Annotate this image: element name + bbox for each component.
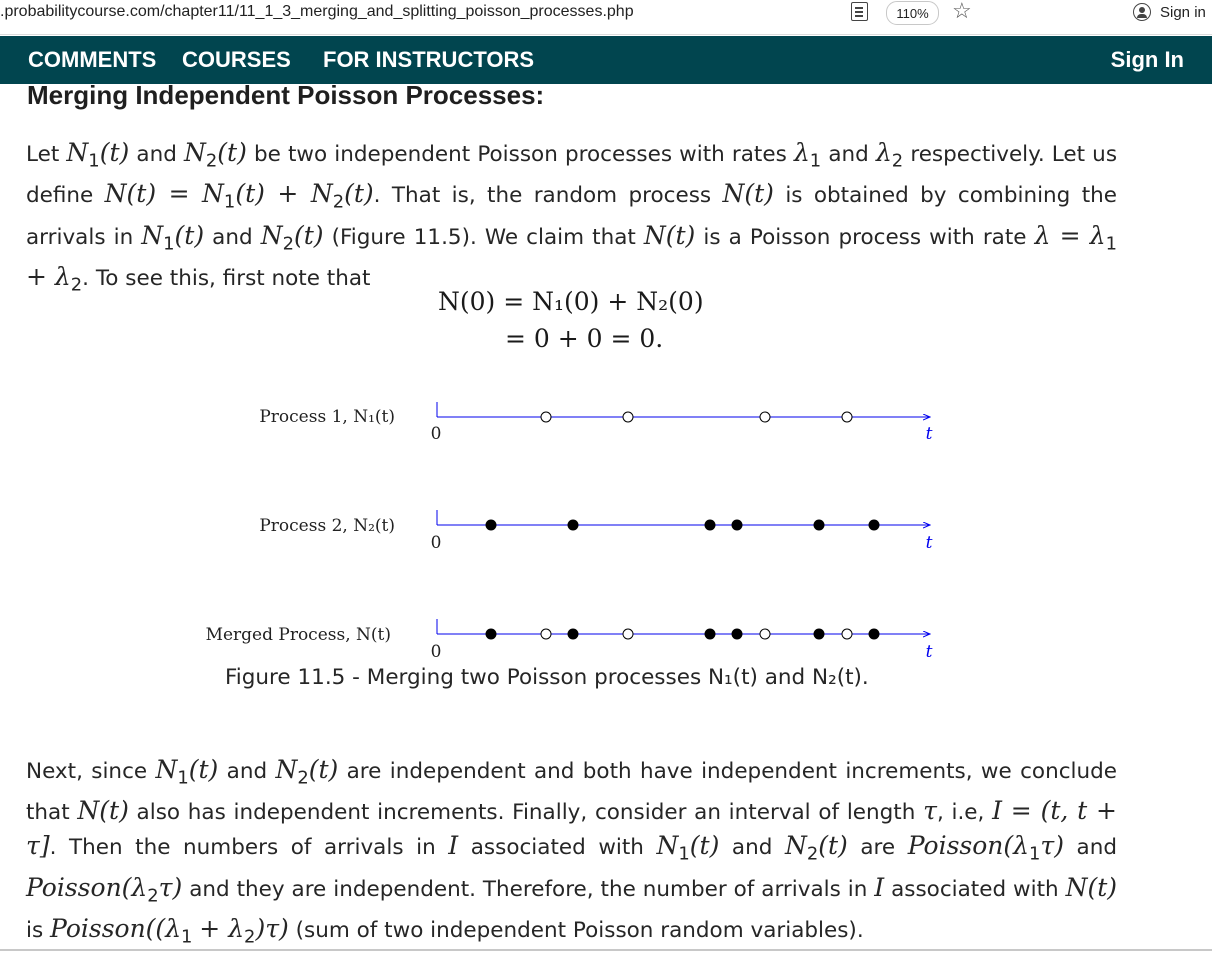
equation-line-1: N(0) = N₁(0) + N₂(0): [438, 287, 704, 316]
reader-view-icon[interactable]: [851, 2, 868, 21]
section-heading: Merging Independent Poisson Processes:: [27, 80, 545, 110]
t-label-process-2: t: [925, 533, 933, 553]
arrival-open-dot: [541, 412, 551, 422]
figure-merging-processes: [203, 400, 939, 663]
row-label-process-2: Process 2, N₂(t): [259, 516, 395, 536]
figure-svg: [203, 400, 939, 663]
arrival-filled-dot: [705, 629, 716, 640]
arrival-open-dot: [541, 629, 551, 639]
arrival-filled-dot: [486, 520, 497, 531]
arrival-open-dot: [623, 412, 633, 422]
bookmark-star-icon[interactable]: ☆: [952, 0, 972, 23]
t-label-process-1: t: [925, 424, 933, 444]
arrival-filled-dot: [732, 629, 743, 640]
arrival-filled-dot: [486, 629, 497, 640]
origin-label-merged: 0: [430, 642, 442, 662]
browser-signin-button[interactable]: [1133, 0, 1206, 24]
nav-courses[interactable]: COURSES: [182, 47, 291, 72]
paragraph-independent-increments: Next, since $N_1(t)$ and $N_2(t)$ are independent and both have independent increments, we conclude that N(t) also has independent increments. Finally, consider an interval of length τ, i.e, I = (t, t + τ]. Then the numbers of arrivals in I associated with $N_1(t)$ and $N_2(t)$ are $Poisson(\lambda_1\tau)$ and $Poisson(\lambda_2\tau)$ and they are independent. Therefore, the number of arrivals in I associated with N(t) is $Poisson((\lambda_1 + \lambda_2)\tau)$ (sum of two independent Poisson random variables).: [26, 755, 1118, 948]
nav-signin[interactable]: Sign In: [1110, 47, 1184, 72]
arrival-filled-dot: [869, 629, 880, 640]
zoom-level-badge[interactable]: 110%: [886, 1, 939, 25]
origin-label-process-1: 0: [430, 424, 442, 444]
arrival-open-dot: [842, 412, 852, 422]
url-text[interactable]: .probabilitycourse.com/chapter11/11_1_3_merging_and_splitting_poisson_processes.php: [0, 3, 634, 20]
nav-comments[interactable]: COMMENTS: [28, 47, 157, 72]
row-label-process-1: Process 1, N₁(t): [259, 407, 395, 427]
paragraph-merging-intro: Let $N_1(t)$ and $N_2(t)$ be two independent Poisson processes with rates $\lambda_1$ and $\lambda_2$ respectively. Let us define $N(t) = N_1(t) + N_2(t)$. That is, the random process N(t) is obtained by combining the arrivals in $N_1(t)$ and $N_2(t)$ (Figure 11.5). We claim that N(t) is a Poisson process with rate $\lambda = \lambda_1 + \lambda_2$. To see this, first note that: [26, 138, 1118, 296]
arrival-filled-dot: [814, 629, 825, 640]
site-navbar: [0, 36, 1212, 84]
arrival-open-dot: [760, 629, 770, 639]
arrival-open-dot: [623, 629, 633, 639]
arrival-filled-dot: [705, 520, 716, 531]
nav-for-instructors[interactable]: FOR INSTRUCTORS: [323, 47, 535, 72]
account-icon: [1133, 3, 1151, 21]
origin-label-process-2: 0: [430, 533, 442, 553]
arrival-open-dot: [760, 412, 770, 422]
arrival-filled-dot: [568, 520, 579, 531]
arrival-filled-dot: [814, 520, 825, 531]
figure-caption: Figure 11.5 - Merging two Poisson processes N₁(t) and N₂(t).: [225, 665, 869, 690]
browser-address-bar: [0, 0, 1212, 35]
row-label-merged: Merged Process, N(t): [205, 625, 391, 645]
equation-line-2: = 0 + 0 = 0.: [505, 324, 664, 353]
t-label-merged: t: [925, 642, 933, 662]
arrival-filled-dot: [869, 520, 880, 531]
arrival-filled-dot: [568, 629, 579, 640]
arrival-open-dot: [842, 629, 852, 639]
arrival-filled-dot: [732, 520, 743, 531]
browser-signin-label: Sign in: [1160, 3, 1206, 21]
